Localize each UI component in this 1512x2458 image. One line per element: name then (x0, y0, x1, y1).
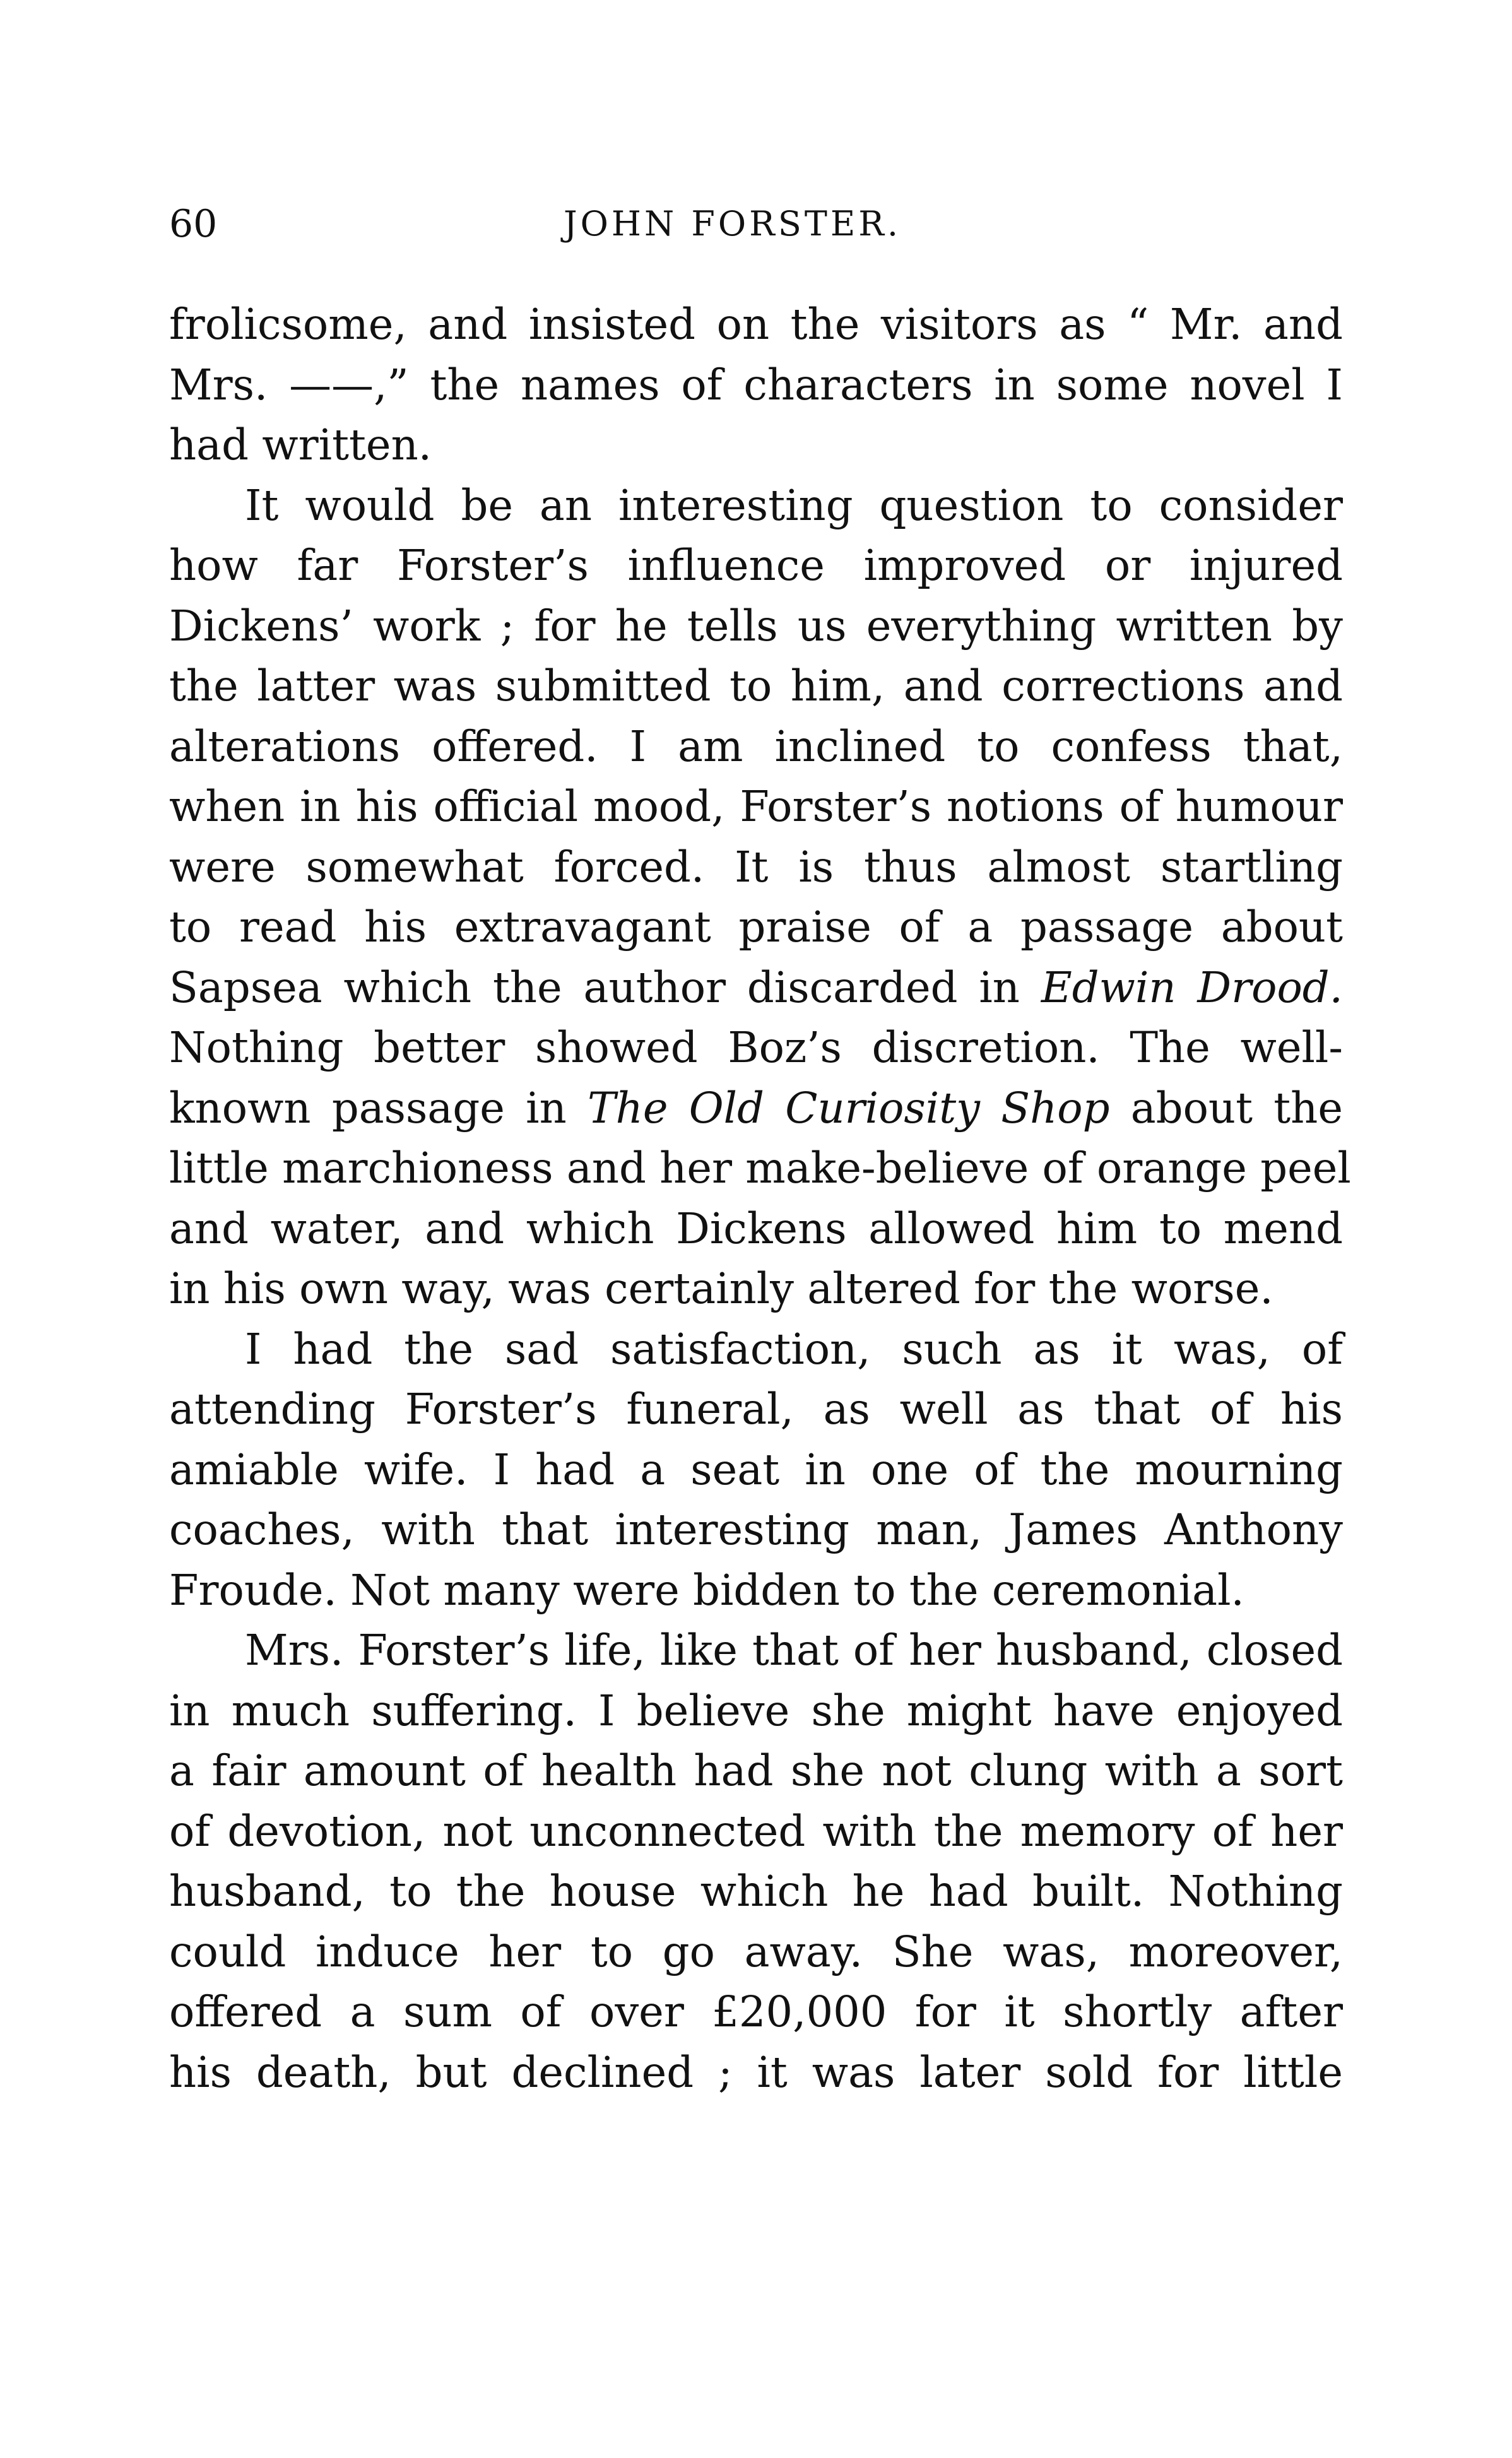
text-segment: Sapsea which the author discarded in (169, 962, 1020, 1012)
text-line: husband, to the house which he had built. Nothing (169, 1867, 1343, 1916)
text-line: in his own way, was certainly altered for the worse. (169, 1264, 1273, 1313)
text-line: alterations offered. I am inclined to confess that, (169, 721, 1343, 771)
text-line: amiable wife. I had a seat in one of the mourning (169, 1445, 1343, 1494)
text-line: in much suffering. I believe she might have enjoyed (169, 1686, 1343, 1735)
text-line: of devotion, not unconnected with the memory of her (169, 1806, 1343, 1856)
text-line: when in his official mood, Forster’s notions of humour (169, 782, 1343, 831)
italic-title: The Old Curiosity Shop (587, 1083, 1110, 1133)
page-number: 60 (169, 202, 218, 246)
text-line: Mrs. Forster’s life, like that of her husband, closed (245, 1626, 1343, 1675)
text-line: It would be an interesting question to consider (245, 480, 1343, 530)
text-line: coaches, with that interesting man, James Anthony (169, 1505, 1343, 1554)
page-header (169, 196, 1343, 252)
text-line: Dickens’ work ; for he tells us everything written by (169, 601, 1343, 651)
text-segment: known passage in (169, 1083, 567, 1133)
text-segment: about the (1130, 1083, 1343, 1133)
italic-title: Edwin Drood. (1041, 962, 1343, 1012)
text-line: his death, but declined ; it was later sold for little (169, 2047, 1343, 2097)
text-line: Mrs. ——,” the names of characters in some novel I (169, 360, 1343, 410)
text-line: could induce her to go away. She was, moreover, (169, 1927, 1343, 1976)
text-line: had written. (169, 420, 432, 470)
text-line: to read his extravagant praise of a passage about (169, 902, 1343, 952)
body-text (169, 295, 1351, 2103)
running-head: JOHN FORSTER. (564, 204, 902, 244)
text-line: little marchioness and her make-believe of orange peel (169, 1143, 1351, 1193)
text-line: Nothing better showed Boz’s discretion. The well- (169, 1023, 1343, 1072)
text-line: and water, and which Dickens allowed him to mend (169, 1203, 1343, 1253)
text-line (169, 1078, 1343, 1139)
text-line: a fair amount of health had she not clung with a sort (169, 1746, 1343, 1795)
text-line (169, 958, 1343, 1019)
text-line: attending Forster’s funeral, as well as that of his (169, 1385, 1343, 1434)
text-line: I had the sad satisfaction, such as it was, of (245, 1324, 1343, 1374)
text-line: were somewhat forced. It is thus almost startling (169, 842, 1343, 892)
text-line: how far Forster’s influence improved or injured (169, 541, 1343, 590)
text-line: Froude. Not many were bidden to the ceremonial. (169, 1565, 1244, 1615)
text-line: offered a sum of over £20,000 for it shortly after (169, 1987, 1343, 2036)
text-line: frolicsome, and insisted on the visitors as “ Mr. and (169, 300, 1343, 349)
text-line: the latter was submitted to him, and corrections and (169, 661, 1343, 711)
